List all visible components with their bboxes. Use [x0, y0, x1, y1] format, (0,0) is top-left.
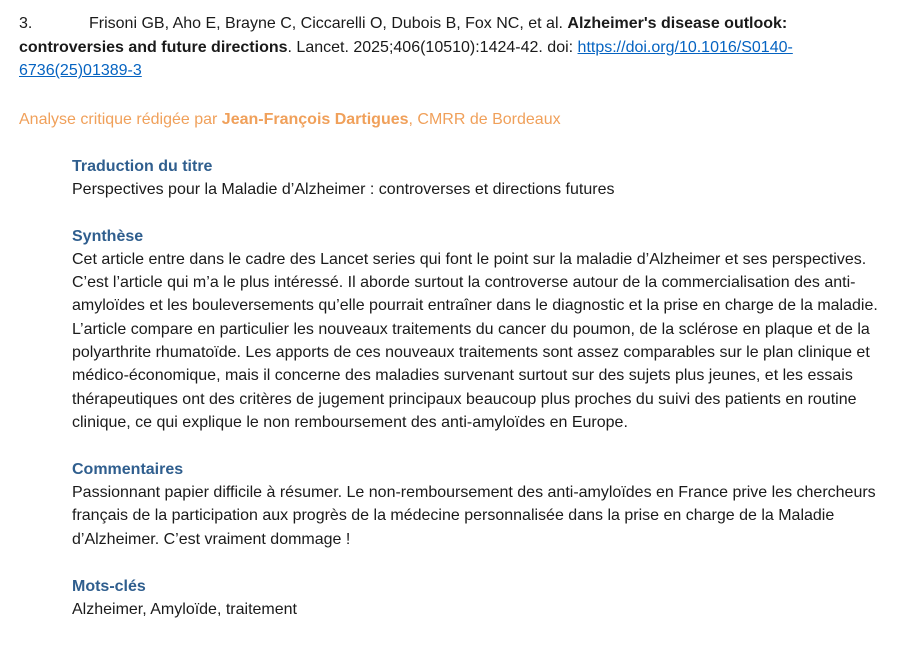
- analysis-byline: [19, 108, 894, 131]
- section-heading-translation: Traduction du titre: [72, 157, 213, 175]
- section-heading-comments: Commentaires: [72, 461, 184, 479]
- section-text-synthesis: Cet article entre dans le cadre des Lancet series qui font le point sur la maladie d’Alzheimer et ses perspectives. C’est l’article qui m’a le plus intéressé. Il aborde surtout la controverse autour de la commercialisation des anti-amyloïdes et les bouleversements qu’elle pourrait entraîner dans le diagnostic et la prise en charge de la maladie. L’article compare en particulier les nouveaux traitements du cancer du poumon, de la sclérose en plaque et de la polyarthrite rhumatoïde. Les apports de ces nouveaux traitements sont assez comparables sur le plan clinique et médico-économique, mais il concerne des maladies survenant surtout sur des sujets plus jeunes, et les essais thérapeutiques ont des critères de jugement principaux beaucoup plus proches du suivi des patients en routine clinique, ce qui explique le non remboursement des anti-amyloïdes en Europe.: [72, 250, 878, 431]
- reference-number: 3.: [19, 15, 33, 32]
- doi-link[interactable]: https://doi.org/10.1016/S0140-6736(25)01389-3: [19, 38, 793, 79]
- reference-entry: [19, 12, 894, 83]
- section-keywords: [72, 576, 894, 621]
- reference-authors: Frisoni GB, Aho E, Brayne C, Ciccarelli O, Dubois B, Fox NC, et al.: [89, 15, 563, 32]
- section-text-keywords: Alzheimer, Amyloïde, traitement: [72, 601, 297, 619]
- reference-citation: Lancet. 2025;406(10510):1424-42. doi:: [296, 38, 574, 56]
- analysis-author: Jean-François Dartigues: [221, 110, 409, 128]
- analysis-prefix: Analyse critique rédigée par: [19, 110, 218, 128]
- section-text-comments: Passionnant papier difficile à résumer. Le non-remboursement des anti-amyloïdes en France prive les chercheurs français de la participation aux progrès de la médecine personnalisée dans la prise en charge de la Maladie d’Alzheimer. C’est vraiment dommage !: [72, 484, 876, 548]
- section-translation: [72, 156, 894, 201]
- analysis-affiliation: , CMRR de Bordeaux: [408, 110, 561, 128]
- reference-title-suffix: .: [287, 38, 292, 56]
- section-comments: [72, 459, 894, 551]
- reference-title: Alzheimer's disease outlook: controversies and future directions: [19, 15, 788, 56]
- section-synthesis: [72, 226, 894, 434]
- section-heading-synthesis: Synthèse: [72, 227, 144, 245]
- section-heading-keywords: Mots-clés: [72, 578, 146, 596]
- section-text-translation: Perspectives pour la Maladie d’Alzheimer : controverses et directions futures: [72, 180, 615, 198]
